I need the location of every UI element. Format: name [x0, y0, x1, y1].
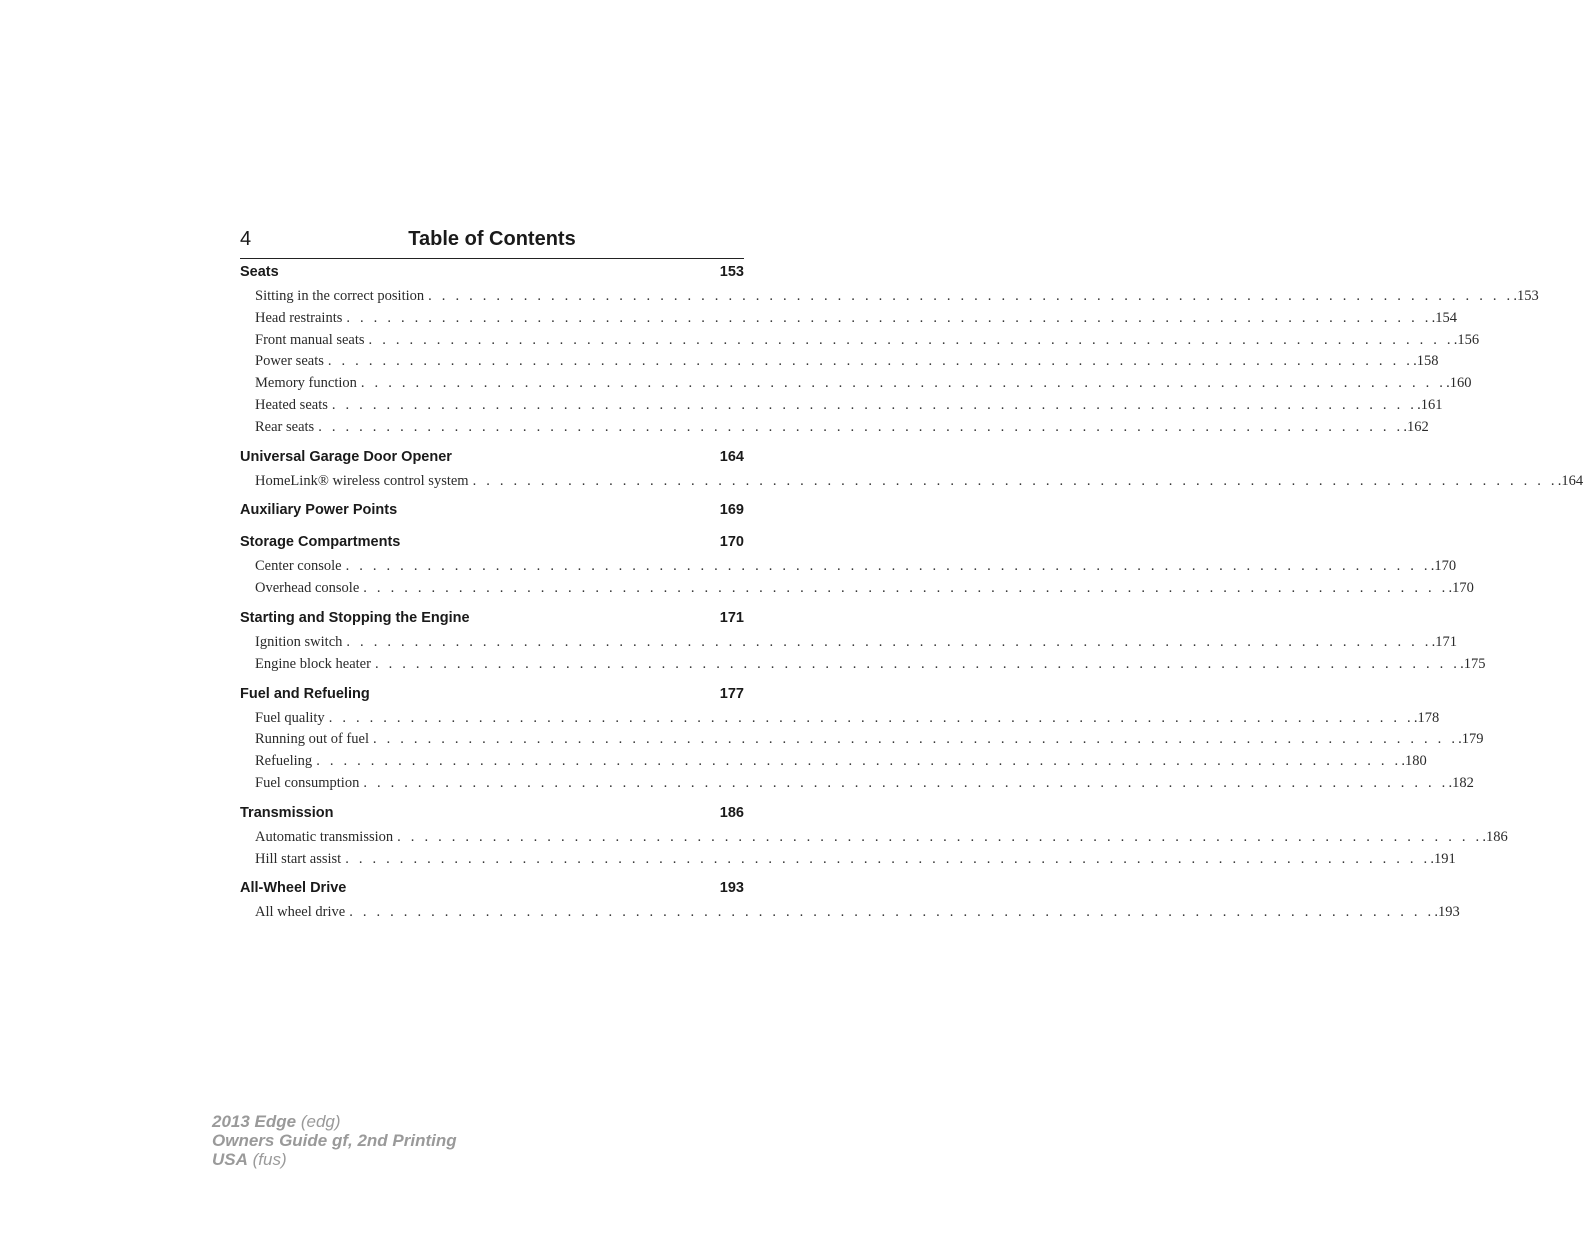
dot-leader: . . . . . . . . . . . . . . . . . . . . . . . . . . . . . . . . . . . . . . . . . . . . . . . . . . . . . . . . . . . . . . . . . . . . . . . . . . . . . . . . [363, 580, 1449, 597]
toc-entry[interactable] [240, 828, 1508, 851]
dot-leader: . . . . . . . . . . . . . . . . . . . . . . . . . . . . . . . . . . . . . . . . . . . . . . . . . . . . . . . . . . . . . . . . . . . . . . . . . . . . . . . . [397, 828, 1483, 845]
section-page: 177 [719, 685, 744, 702]
toc-entry[interactable] [240, 580, 1474, 602]
section-title: Starting and Stopping the Engine [240, 609, 470, 626]
toc-entry[interactable] [240, 558, 1457, 580]
entry-page: .179 [1458, 731, 1484, 748]
entry-label: Heated seats [255, 396, 328, 413]
page-title: Table of Contents [408, 228, 576, 250]
toc-entry[interactable] [240, 418, 1429, 441]
entry-page: .180 [1401, 753, 1427, 770]
toc-section [240, 264, 1539, 441]
entry-page: .175 [1460, 655, 1486, 672]
toc-section [240, 448, 1583, 495]
toc-section [240, 609, 1486, 678]
entry-label: Engine block heater [255, 655, 371, 672]
toc-entry[interactable] [240, 353, 1439, 375]
footer-line-model [212, 1112, 457, 1131]
section-heading[interactable] [240, 264, 744, 288]
table-of-contents [240, 264, 1583, 934]
entry-label: HomeLink® wireless control system [255, 472, 469, 489]
entry-label: Memory function [255, 375, 357, 392]
entry-label: Running out of fuel [255, 731, 369, 748]
entry-label: Head restraints [255, 309, 343, 326]
footer-guide: Owners Guide gf, 2nd Printing [212, 1131, 457, 1150]
toc-entry[interactable] [240, 774, 1474, 797]
page-number: 4 [240, 228, 252, 250]
toc-entry[interactable] [240, 709, 1440, 732]
toc-entry[interactable] [240, 850, 1456, 873]
entry-label: Fuel consumption [255, 774, 360, 791]
entry-page: .171 [1431, 633, 1457, 650]
toc-entry[interactable] [240, 655, 1486, 678]
section-heading[interactable] [240, 880, 744, 904]
dot-leader: . . . . . . . . . . . . . . . . . . . . . . . . . . . . . . . . . . . . . . . . . . . . . . . . . . . . . . . . . . . . . . . . . . . . . . . . . . . . . . . . [349, 904, 1435, 921]
dot-leader: . . . . . . . . . . . . . . . . . . . . . . . . . . . . . . . . . . . . . . . . . . . . . . . . . . . . . . . . . . . . . . . . . . . . . . . . . . . . . . . . [428, 288, 1514, 304]
toc-entry[interactable] [240, 309, 1457, 332]
entry-page: .162 [1403, 418, 1429, 435]
toc-section [240, 804, 1508, 873]
toc-section [240, 534, 1474, 602]
section-title: Seats [240, 264, 279, 280]
dot-leader: . . . . . . . . . . . . . . . . . . . . . . . . . . . . . . . . . . . . . . . . . . . . . . . . . . . . . . . . . . . . . . . . . . . . . . . . . . . . . . . . [368, 331, 1454, 348]
section-page: 169 [719, 502, 744, 519]
entry-label: All wheel drive [255, 904, 346, 921]
entry-label: Power seats [255, 353, 324, 370]
entry-page: .178 [1413, 709, 1440, 726]
toc-entry[interactable] [240, 633, 1457, 656]
dot-leader: . . . . . . . . . . . . . . . . . . . . . . . . . . . . . . . . . . . . . . . . . . . . . . . . . . . . . . . . . . . . . . . . . . . . . . . . . . . . . . . . [331, 396, 1418, 413]
entry-page: .170 [1430, 558, 1457, 575]
dot-leader: . . . . . . . . . . . . . . . . . . . . . . . . . . . . . . . . . . . . . . . . . . . . . . . . . . . . . . . . . . . . . . . . . . . . . . . . . . . . . . . . [372, 731, 1459, 748]
dot-leader: . . . . . . . . . . . . . . . . . . . . . . . . . . . . . . . . . . . . . . . . . . . . . . . . . . . . . . . . . . . . . . . . . . . . . . . . . . . . . . . . [316, 753, 1402, 770]
section-page: 171 [719, 609, 744, 626]
toc-entry[interactable] [240, 472, 1583, 495]
section-page: 170 [719, 534, 744, 551]
dot-leader: . . . . . . . . . . . . . . . . . . . . . . . . . . . . . . . . . . . . . . . . . . . . . . . . . . . . . . . . . . . . . . . . . . . . . . . . . . . . . . . . [328, 709, 1414, 726]
section-title: Storage Compartments [240, 534, 401, 551]
entry-label: Ignition switch [255, 633, 343, 650]
toc-entry[interactable] [240, 731, 1484, 753]
entry-label: Hill start assist [255, 850, 342, 867]
entry-page: .160 [1446, 375, 1472, 392]
toc-entry[interactable] [240, 396, 1443, 419]
section-heading[interactable] [240, 502, 744, 526]
footer-model-code: (edg) [296, 1112, 341, 1131]
entry-label: Front manual seats [255, 331, 365, 348]
section-heading[interactable] [240, 805, 744, 829]
entry-page: .156 [1453, 331, 1480, 348]
page-header [240, 228, 744, 259]
dot-leader: . . . . . . . . . . . . . . . . . . . . . . . . . . . . . . . . . . . . . . . . . . . . . . . . . . . . . . . . . . . . . . . . . . . . . . . . . . . . . . . . [360, 375, 1447, 392]
section-heading[interactable] [240, 610, 744, 634]
dot-leader: . . . . . . . . . . . . . . . . . . . . . . . . . . . . . . . . . . . . . . . . . . . . . . . . . . . . . . . . . . . . . . . . . . . . . . . . . . . . . . . . [327, 353, 1414, 370]
section-title: Auxiliary Power Points [240, 502, 398, 519]
document-footer [212, 1112, 457, 1169]
section-heading[interactable] [240, 686, 744, 710]
toc-entry[interactable] [240, 753, 1427, 775]
dot-leader: . . . . . . . . . . . . . . . . . . . . . . . . . . . . . . . . . . . . . . . . . . . . . . . . . . . . . . . . . . . . . . . . . . . . . . . . . . . . . . . . [363, 774, 1449, 791]
entry-page: .170 [1448, 580, 1474, 597]
footer-model: 2013 Edge [212, 1112, 297, 1131]
entry-page: .193 [1434, 904, 1460, 921]
toc-entry[interactable] [240, 375, 1472, 397]
toc-entry[interactable] [240, 331, 1480, 354]
entry-label: Center console [255, 558, 342, 575]
dot-leader: . . . . . . . . . . . . . . . . . . . . . . . . . . . . . . . . . . . . . . . . . . . . . . . . . . . . . . . . . . . . . . . . . . . . . . . . . . . . . . . . [345, 558, 1431, 575]
dot-leader: . . . . . . . . . . . . . . . . . . . . . . . . . . . . . . . . . . . . . . . . . . . . . . . . . . . . . . . . . . . . . . . . . . . . . . . . . . . . . . . . [345, 850, 1431, 867]
footer-line-market [212, 1150, 457, 1169]
toc-entry[interactable] [240, 904, 1460, 926]
entry-page: .164 [1557, 472, 1583, 489]
entry-label: Automatic transmission [255, 828, 394, 845]
section-heading[interactable] [240, 534, 744, 558]
section-title: Fuel and Refueling [240, 685, 370, 702]
entry-page: .158 [1413, 353, 1439, 370]
entry-page: .186 [1482, 828, 1508, 845]
toc-entry[interactable] [240, 288, 1539, 310]
section-page: 193 [719, 880, 744, 897]
section-title: Transmission [240, 804, 334, 821]
entry-label: Fuel quality [255, 709, 325, 726]
dot-leader: . . . . . . . . . . . . . . . . . . . . . . . . . . . . . . . . . . . . . . . . . . . . . . . . . . . . . . . . . . . . . . . . . . . . . . . . . . . . . . . . [374, 655, 1461, 672]
entry-page: .182 [1448, 774, 1474, 791]
section-heading[interactable] [240, 449, 744, 473]
section-title: All-Wheel Drive [240, 880, 347, 897]
section-page: 186 [719, 804, 744, 821]
toc-section [240, 880, 1460, 926]
entry-label: Refueling [255, 753, 313, 770]
section-title: Universal Garage Door Opener [240, 448, 452, 465]
footer-line-guide [212, 1131, 457, 1150]
entry-label: Rear seats [255, 418, 315, 435]
dot-leader: . . . . . . . . . . . . . . . . . . . . . . . . . . . . . . . . . . . . . . . . . . . . . . . . . . . . . . . . . . . . . . . . . . . . . . . . . . . . . . . . [472, 472, 1558, 489]
entry-page: .153 [1513, 288, 1539, 304]
toc-section [240, 685, 1484, 797]
entry-page: .191 [1430, 850, 1456, 867]
footer-market-code: (fus) [247, 1150, 287, 1169]
dot-leader: . . . . . . . . . . . . . . . . . . . . . . . . . . . . . . . . . . . . . . . . . . . . . . . . . . . . . . . . . . . . . . . . . . . . . . . . . . . . . . . . [346, 309, 1432, 326]
dot-leader: . . . . . . . . . . . . . . . . . . . . . . . . . . . . . . . . . . . . . . . . . . . . . . . . . . . . . . . . . . . . . . . . . . . . . . . . . . . . . . . . [318, 418, 1404, 435]
dot-leader: . . . . . . . . . . . . . . . . . . . . . . . . . . . . . . . . . . . . . . . . . . . . . . . . . . . . . . . . . . . . . . . . . . . . . . . . . . . . . . . . [346, 633, 1432, 650]
entry-page: .154 [1431, 309, 1457, 326]
footer-market: USA [212, 1150, 248, 1169]
entry-label: Overhead console [255, 580, 360, 597]
section-page: 153 [719, 264, 744, 280]
entry-page: .161 [1417, 396, 1443, 413]
section-page: 164 [719, 448, 744, 465]
toc-section [240, 502, 744, 526]
entry-label: Sitting in the correct position [255, 288, 425, 304]
